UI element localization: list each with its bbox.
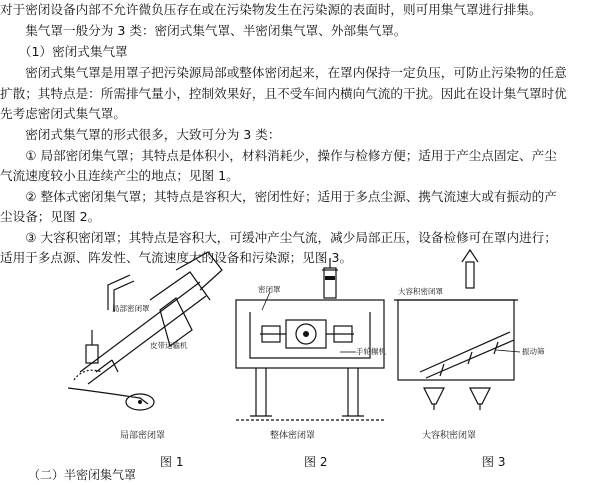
paragraph-line-13: 适用于多点源、阵发性、气流速度大的设备和污染源；见图 3。 [0,250,353,265]
paragraph-line-1: 对于密闭设备内部不允许微负压存在或在污染物发生在污染源的表面时，则可用集气罩进行排集。 [0,2,542,17]
figure-1-drawing [68,252,222,410]
paragraph-line-12: ③ 大容积密闭罩；其特点是容积大，可缓冲产尘气流，减少局部正压，设备检修可在罩内进行； [0,230,557,245]
figure-1-caption: 局部密闭罩 [120,431,166,441]
figure-3-caption: 大容积密闭罩 [422,431,477,441]
figure-3-hood-label: 大容积密闭罩 [398,287,443,296]
paragraph-line-4: 密闭式集气罩是用罩子把污染源局部或整体密闭起来，在罩内保持一定负压，可防止污染物的任意 [0,65,567,80]
section-heading-1: （1）密闭式集气罩 [0,44,128,59]
figure-1-number: 图 1 [160,455,184,469]
paragraph-line-8: ① 局部密闭集气罩；其特点是体积小，材料消耗少，操作与检修方便；适用于产尘点固定、产尘 [0,148,557,163]
paragraph-line-9: 气流速度较小且连续产尘的地点；见图 1。 [0,168,239,183]
figure-3-drawing [394,250,520,410]
paragraph-line-5: 扩散；其特点是：所需排气量小，控制效果好，且不受车间内横向气流的干扰。因此在设计集气罩时优 [0,86,567,101]
next-section-heading-partial: （二）半密闭集气罩 [28,468,137,482]
figure-2-mill-label: 手轮辗机 [356,347,386,356]
paragraph-line-11: 尘设备；见图 2。 [0,209,101,224]
figure-2-number: 图 2 [304,455,328,469]
paragraph-line-7: 密闭式集气罩的形式很多，大致可分为 3 类： [0,127,281,142]
figure-3-number: 图 3 [482,455,506,469]
paragraph-line-6: 先考虑密闭式集气罩。 [0,106,126,121]
paragraph-line-10: ② 整体式密闭集气罩；其特点是容积大，密闭性好；适用于多点尘源、携气流速大或有振动的产 [0,189,557,204]
figure-2-drawing [236,258,386,420]
figure-3-screen-label: 振动筛 [522,347,545,356]
figure-1-belt-label: 皮带运输机 [150,341,188,350]
figure-2-caption: 整体密闭罩 [270,431,316,441]
figure-2-hood-label: 密闭罩 [258,285,281,294]
paragraph-line-2: 集气罩一般分为 3 类：密闭式集气罩、半密闭集气罩、外部集气罩。 [0,23,407,38]
figure-1-hood-label: 局部密闭罩 [112,304,150,313]
